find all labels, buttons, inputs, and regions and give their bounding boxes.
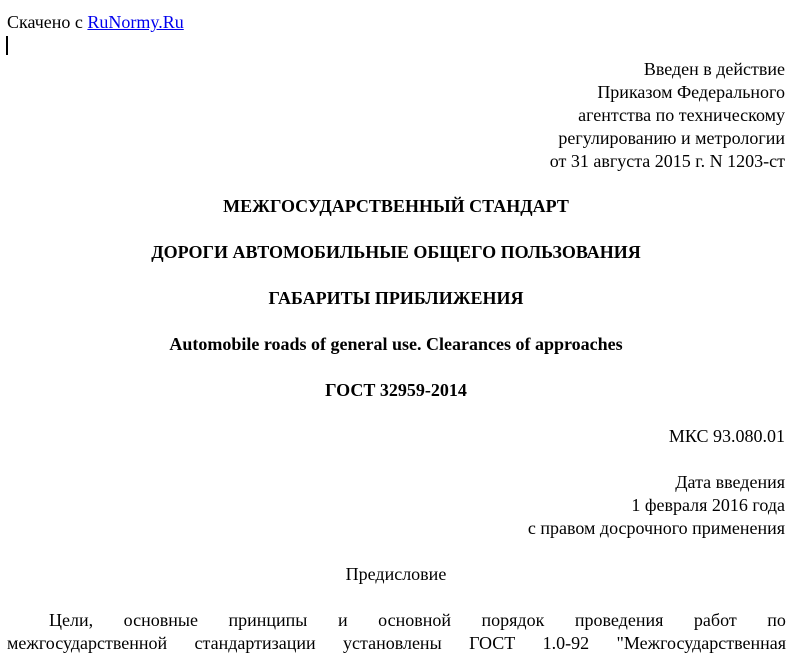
enactment-line: Приказом Федерального xyxy=(597,82,785,102)
enactment-line: агентства по техническому xyxy=(578,105,785,125)
word: межгосударственной xyxy=(7,633,168,653)
source-prefix: Скачено с xyxy=(7,12,83,32)
word: Цели, xyxy=(49,610,94,630)
enactment-line: Введен в действие xyxy=(643,59,785,79)
paragraph-line xyxy=(7,609,786,632)
standard-code: ГОСТ 32959-2014 xyxy=(325,380,467,400)
introduction-date-line: с правом досрочного применения xyxy=(527,518,785,538)
word: основные xyxy=(123,610,198,630)
word: стандартизации xyxy=(194,633,316,653)
word: порядок xyxy=(481,610,545,630)
word: проведения xyxy=(574,610,664,630)
enactment-block xyxy=(550,58,785,173)
paragraph-line xyxy=(7,632,786,655)
introduction-date-line: Дата введения xyxy=(675,472,785,492)
source-line xyxy=(7,11,184,33)
word: основной xyxy=(378,610,451,630)
enactment-line: от 31 августа 2015 г. N 1203-ст xyxy=(549,151,785,171)
standard-title: ДОРОГИ АВТОМОБИЛЬНЫЕ ОБЩЕГО ПОЛЬЗОВАНИЯ xyxy=(151,242,641,262)
section-heading: Предисловие xyxy=(345,564,447,584)
preface-paragraph xyxy=(7,609,786,655)
word: ГОСТ xyxy=(469,633,516,653)
introduction-date-block xyxy=(528,471,785,540)
text-cursor xyxy=(6,36,8,55)
mks-code: МКС 93.080.01 xyxy=(668,426,785,446)
word: принципы xyxy=(228,610,308,630)
enactment-line: регулированию и метрологии xyxy=(558,128,785,148)
standard-title-english: Automobile roads of general use. Clearances of approaches xyxy=(169,334,623,354)
standard-subtitle: ГАБАРИТЫ ПРИБЛИЖЕНИЯ xyxy=(268,288,524,308)
word: работ xyxy=(693,610,737,630)
word: 1.0-92 xyxy=(542,633,590,653)
introduction-date-line: 1 февраля 2016 года xyxy=(631,495,785,515)
word: по xyxy=(767,610,786,630)
standard-type: МЕЖГОСУДАРСТВЕННЫЙ СТАНДАРТ xyxy=(223,196,569,216)
word: установлены xyxy=(343,633,442,653)
word: "Межгосударственная xyxy=(616,633,786,653)
source-link[interactable]: RuNormy.Ru xyxy=(87,12,184,32)
word: и xyxy=(337,610,348,630)
